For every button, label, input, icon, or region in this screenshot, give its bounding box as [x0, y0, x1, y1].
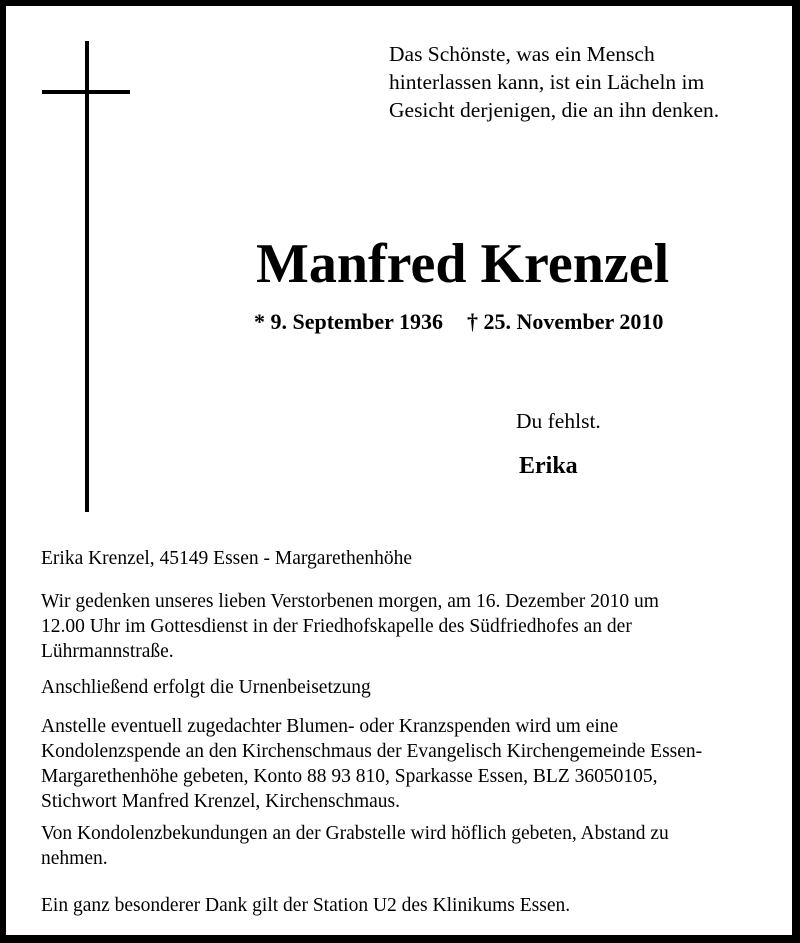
service-line: Wir gedenken unseres lieben Verstorbenen morgen, am 16. Dezember 2010 um — [41, 591, 659, 612]
cross-vertical-bar — [85, 41, 89, 512]
donation-line: Stichwort Manfred Krenzel, Kirchenschmaus. — [41, 791, 401, 812]
birth-date: * 9. September 1936 — [254, 309, 444, 334]
service-line: 12.00 Uhr im Gottesdienst in der Friedhofskapelle des Südfriedhofes an der — [41, 616, 632, 637]
memorial-quote — [389, 40, 789, 124]
obituary-body — [41, 546, 791, 918]
condolence-line: Von Kondolenzbekundungen an der Grabstelle wird höflich gebeten, Abstand zu — [41, 823, 669, 844]
quote-line: Das Schönste, was ein Mensch — [389, 42, 655, 66]
donation-request — [41, 714, 791, 814]
death-date: † 25. November 2010 — [467, 309, 664, 334]
life-dates — [254, 307, 663, 337]
donation-line: Anstelle eventuell zugedachter Blumen- oder Kranzspenden wird um eine — [41, 716, 619, 737]
donation-line: Kondolenzspende an den Kirchenschmaus der Evangelisch Kirchengemeinde Essen- — [41, 741, 703, 762]
quote-line: Gesicht derjenigen, die an ihn denken. — [389, 98, 720, 122]
service-line: Lührmannstraße. — [41, 641, 174, 662]
family-address: Erika Krenzel, 45149 Essen - Margarethenhöhe — [41, 548, 413, 569]
condolence-note — [41, 821, 791, 871]
service-announcement — [41, 589, 791, 664]
farewell-message: Du fehlst. — [516, 409, 601, 433]
condolence-line: nehmen. — [41, 848, 108, 869]
cross-horizontal-bar — [42, 90, 130, 94]
farewell-signer: Erika — [519, 453, 578, 479]
thanks-note: Ein ganz besonderer Dank gilt der Station U2 des Klinikums Essen. — [41, 895, 571, 916]
deceased-name: Manfred Krenzel — [256, 233, 670, 295]
quote-line: hinterlassen kann, ist ein Lächeln im — [389, 70, 705, 94]
donation-line: Margarethenhöhe gebeten, Konto 88 93 810, Sparkasse Essen, BLZ 36050105, — [41, 766, 658, 787]
urn-burial-note: Anschließend erfolgt die Urnenbeisetzung — [41, 677, 371, 698]
